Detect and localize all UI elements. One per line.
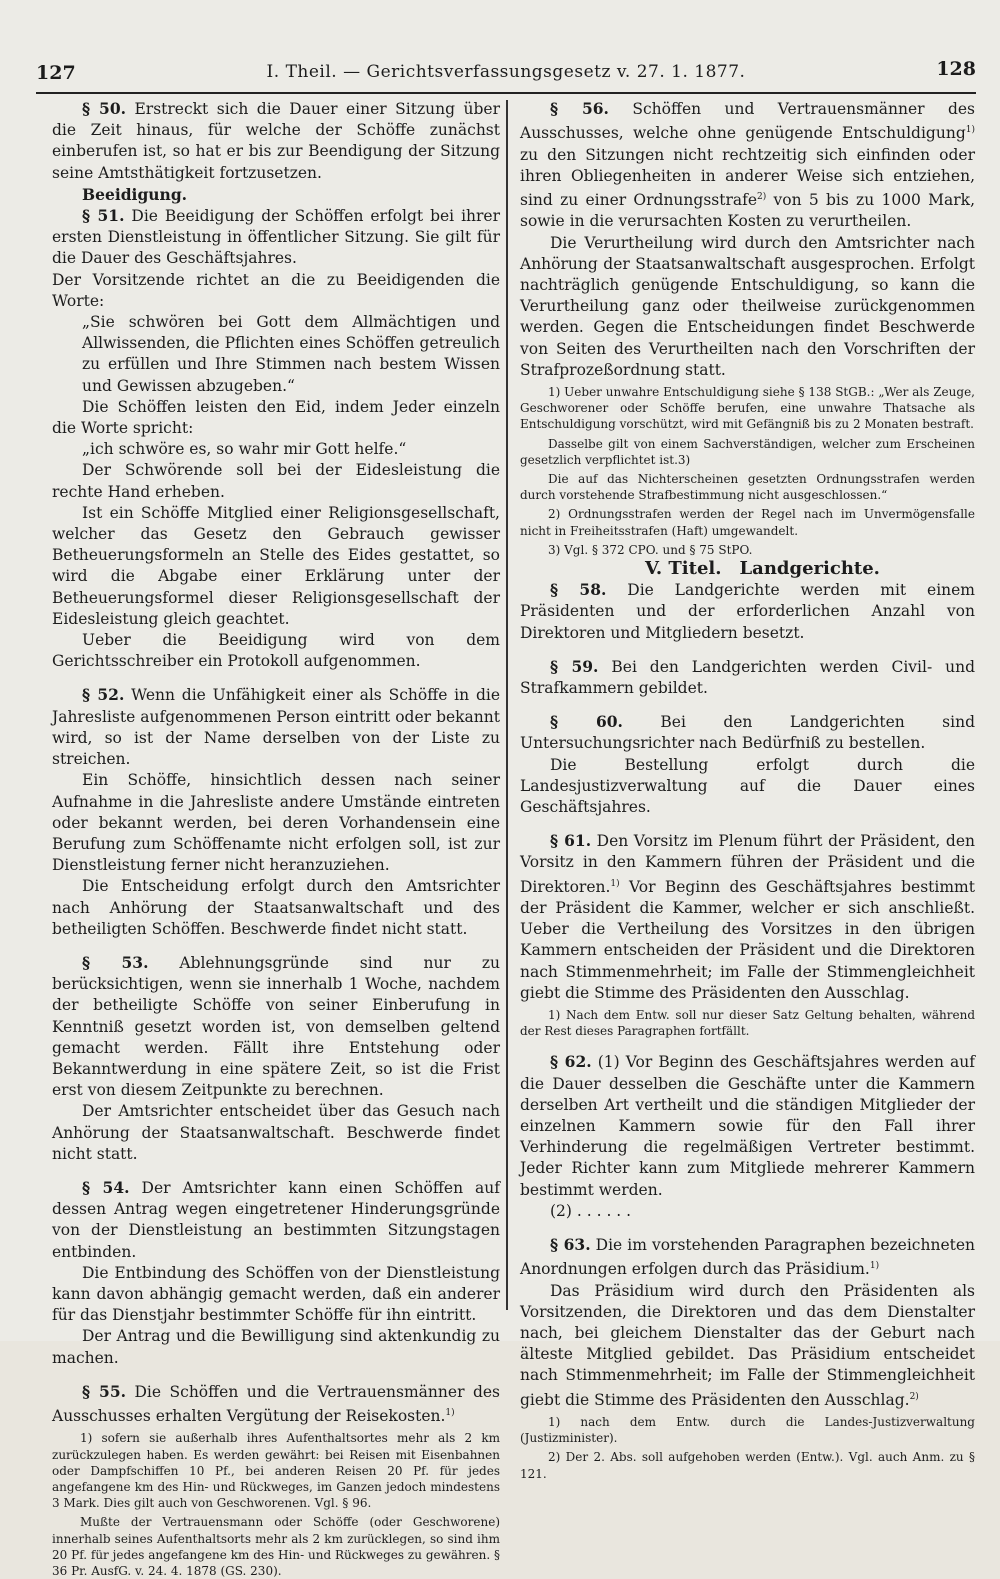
- section-55: [52, 1381, 500, 1428]
- footnote: Die auf das Nichterscheinen gesetzten Ordnungsstrafen werden durch vorstehende Strafbestimmung nicht ausgeschlossen.“: [520, 471, 975, 503]
- section-number: § 62.: [550, 1052, 592, 1072]
- paragraph: Ueber die Beeidigung wird von dem Gerichtsschreiber ein Protokoll aufgenommen.: [52, 631, 500, 671]
- section-text: Wenn die Unfähigkeit einer als Schöffe in die Jahresliste aufgenommenen Person eintritt oder bekannt wird, so ist der Name derselben von der Liste zu streichen.: [52, 686, 500, 769]
- footnote: 1) nach dem Entw. durch die Landes-Justizverwaltung (Justizminister).: [520, 1414, 975, 1446]
- paragraph: Der Vorsitzende richtet an die zu Beeidigenden die Worte:: [52, 270, 500, 310]
- header-title: I. Theil. — Gerichtsverfassungsgesetz v. 27. 1. 1877.: [266, 62, 746, 82]
- oath-formula: „Sie schwören bei Gott dem Allmächtigen und Allwissenden, die Pflichten eines Schöffen getreulich zu erfüllen und Ihre Stimmen nach bestem Wissen und Gewissen abzugeben.“: [82, 313, 500, 395]
- title-number: V. Titel.: [645, 557, 722, 579]
- omitted-paragraph: (2) . . . . . .: [550, 1201, 632, 1220]
- section-58: [520, 579, 975, 644]
- paragraph: Die Entscheidung erfolgt durch den Amtsrichter nach Anhörung der Staatsanwaltschaft und des betheiligten Schöffen. Beschwerde findet nicht statt.: [52, 877, 500, 938]
- footnote: 1) Ueber unwahre Entschuldigung siehe § 138 StGB.: „Wer als Zeuge, Geschworener oder Schöffe berufen, eine unwahre Thatsache als Entschuldigung vorschützt, wird mit Gefängniß bis zu 2 Monaten bestraft.: [520, 384, 975, 432]
- section-text: Die Landgerichte werden mit einem Präsidenten und der erforderlichen Anzahl von Direktoren und Mitgliedern besetzt.: [520, 581, 975, 642]
- footnote-ref: 1): [869, 1261, 880, 1272]
- section-text: (1) Vor Beginn des Geschäftsjahres werden auf die Dauer desselben die Geschäfte unter die Kammern derselben Art vertheilt und die ständigen Mitglieder der einzelnen Kammern sowie für den Fall ihrer Verhinderung die regelmäßigen Vertreter bestimmt. Jeder Richter kann zum Mitgliede mehrerer Kammern bestimmt werden.: [520, 1053, 975, 1199]
- paragraph: [520, 1281, 975, 1411]
- footnote: 3) Vgl. § 372 CPO. und § 75 StPO.: [548, 542, 753, 557]
- section-63: [520, 1234, 975, 1281]
- section-text: Die Beeidigung der Schöffen erfolgt bei ihrer ersten Dienstleistung in öffentlicher Sitzung. Sie gilt für die Dauer des Geschäftsjahres.: [52, 207, 500, 268]
- section-number: § 60.: [550, 712, 623, 732]
- section-text: von 5 bis zu 1000 Mark, sowie in die verursachten Kosten zu verurtheilen.: [520, 191, 975, 231]
- page-number-right: 128: [936, 58, 976, 80]
- section-text: Die Schöffen und die Vertrauensmänner des Ausschusses erhalten Vergütung der Reisekosten.: [52, 1382, 500, 1426]
- section-60: [520, 711, 975, 754]
- section-text: Bei den Landgerichten werden Civil- und Strafkammern gebildet.: [520, 657, 975, 697]
- paragraph: Der Schwörende soll bei der Eidesleistung die rechte Hand erheben.: [52, 461, 500, 501]
- section-53: [52, 952, 500, 1101]
- paragraph-text: Das Präsidium wird durch den Präsidenten als Vorsitzenden, die Direktoren und das dem Dienstalter nach, bei gleichem Dienstalter das der Geburt nach älteste Mitglied gebildet. Das Präsidium entscheidet nach Stimmenmehrheit; im Falle der Stimmengleichheit giebt die Stimme des Präsidenten den Ausschlag.: [520, 1281, 975, 1409]
- section-text: Der Amtsrichter kann einen Schöffen auf dessen Antrag wegen eingetretener Hinderungsgründe von der Dienstleistung an bestimmten Sitzungstagen entbinden.: [52, 1178, 501, 1261]
- paragraph: Die Entbindung des Schöffen von der Dienstleistung kann davon abhängig gemacht werden, daß ein anderer für das Dienstjahr bestimmter Schöffe für ihn eintritt.: [52, 1263, 500, 1325]
- section-text: zu den Sitzungen nicht rechtzeitig sich einfinden oder ihren Obliegenheiten in anderer Weise sich entziehen, sind zu einer Ordnungsstrafe: [520, 145, 975, 210]
- footnote-ref: 2): [757, 191, 767, 202]
- section-text: Bei den Landgerichten sind Untersuchungsrichter nach Bedürfniß zu bestellen.: [520, 713, 975, 753]
- heading-beeidigung: Beeidigung.: [82, 184, 188, 204]
- footnote: Mußte der Vertrauensmann oder Schöffe (oder Geschworene) innerhalb seines Aufenthaltsorts mehr als 2 km zurücklegen, so sind ihm 20 Pf. für jedes angefangene km des Hin- und Rückweges zu gewähren. § 36 Pr. AusfG. v. 24. 4. 1878 (GS. 230).: [52, 1515, 500, 1578]
- footnote: 1) Nach dem Entw. soll nur dieser Satz Geltung behalten, während der Rest dieses Paragraphen fortfällt.: [520, 1008, 975, 1039]
- section-number: § 56.: [550, 99, 609, 118]
- page-number-left: 127: [36, 62, 76, 84]
- title-name: Landgerichte.: [739, 557, 880, 579]
- section-56: [520, 98, 975, 233]
- section-number: § 53.: [82, 952, 149, 972]
- paragraph: Ein Schöffe, hinsichtlich dessen nach seiner Aufnahme in die Jahresliste andere Umstände eintreten oder bekannt werden, bei deren Vorhandensein eine Berufung zum Schöffenamte nicht erfolgen soll, ist zur Dienstleistung ferner nicht heranzuziehen.: [52, 771, 500, 875]
- footnote: 2) Ordnungsstrafen werden der Regel nach im Unvermögensfalle nicht in Freiheitsstrafen (Haft) umgewandelt.: [520, 507, 975, 538]
- section-number: § 55.: [82, 1381, 127, 1401]
- paragraph: Der Antrag und die Bewilligung sind aktenkundig zu machen.: [52, 1327, 500, 1367]
- section-number: § 52.: [82, 685, 125, 705]
- footnote-ref: 1): [610, 878, 620, 889]
- title-heading: [520, 558, 975, 579]
- section-62: [520, 1051, 975, 1200]
- section-number: § 63.: [550, 1235, 591, 1255]
- section-59: [520, 656, 975, 699]
- left-column: [52, 98, 500, 1579]
- paragraph: Der Amtsrichter entscheidet über das Gesuch nach Anhörung der Staatsanwaltschaft. Beschwerde findet nicht statt.: [52, 1102, 500, 1163]
- footnote: 2) Der 2. Abs. soll aufgehoben werden (Entw.). Vgl. auch Anm. zu § 121.: [520, 1450, 975, 1481]
- footnote: 1) sofern sie außerhalb ihres Aufenthaltsortes mehr als 2 km zurückzulegen haben. Es werden gewährt: bei Reisen mit Eisenbahnen oder Dampfschiffen 10 Pf., bei anderen Reisen 20 Pf. für jedes angefangene km des Hin- und Rückweges, im Ganzen jedoch mindestens 3 Mark. Dies gilt auch von Geschworenen. Vgl. § 96.: [52, 1431, 500, 1511]
- section-text: Die im vorstehenden Paragraphen bezeichneten Anordnungen erfolgen durch das Präsidium.: [520, 1236, 975, 1279]
- section-number: § 50.: [82, 99, 127, 118]
- section-number: § 59.: [550, 656, 599, 676]
- footnote-ref: 2): [909, 1391, 919, 1402]
- paragraph: Die Verurtheilung wird durch den Amtsrichter nach Anhörung der Staatsanwaltschaft ausgesprochen. Erfolgt nachträglich genügende Entschuldigung, so kann die Verurtheilung ganz oder theilweise zurückgenommen werden. Gegen die Entscheidungen findet Beschwerde von Seiten des Verurtheilten nach den Vorschriften der Strafprozeßordnung statt.: [520, 233, 975, 379]
- footnote: Dasselbe gilt von einem Sachverständigen, welcher zum Erscheinen gesetzlich verpflichtet ist.3): [520, 436, 975, 467]
- footnote-ref: 1): [445, 1407, 455, 1418]
- column-divider: [506, 100, 508, 1310]
- section-text: Erstreckt sich die Dauer einer Sitzung über die Zeit hinaus, für welche der Schöffe zunächst einberufen ist, so hat er bis zur Beendigung der Sitzung seine Amtsthätigkeit fortzusetzen.: [52, 100, 500, 182]
- section-51: [52, 205, 500, 270]
- section-number: § 58.: [550, 580, 607, 600]
- paragraph: Ist ein Schöffe Mitglied einer Religionsgesellschaft, welcher das Gesetz den Gebrauch gewisser Betheuerungsformeln an Stelle des Eides gestattet, so wird die Abgabe einer Erklärung unter der Betheuerungsformel dieser Religionsgesellschaft der Eidesleistung gleich geachtet.: [52, 503, 500, 628]
- section-text: Vor Beginn des Geschäftsjahres bestimmt der Präsident die Kammer, welcher er sich anschließt. Ueber die Vertheilung des Vorsitzes in den übrigen Kammern entscheiden der Präsident und die Direktoren nach Stimmenmehrheit; im Falle der Stimmengleichheit giebt die Stimme des Präsidenten den Ausschlag.: [520, 877, 975, 1002]
- section-54: [52, 1177, 500, 1263]
- section-52: [52, 684, 500, 770]
- oath-words: „ich schwöre es, so wahr mir Gott helfe.“: [82, 440, 407, 459]
- running-header: [36, 58, 976, 94]
- section-text: Ablehnungsgründe sind nur zu berücksichtigen, wenn sie innerhalb 1 Woche, nachdem der betheiligte Schöffe von seiner Einberufung in Kenntniß gesetzt worden ist, von demselben geltend gemacht werden. Fällt ihre Entstehung oder Bekanntwerdung in eine spätere Zeit, so ist die Frist erst von diesem Zeitpunkte zu berechnen.: [52, 953, 500, 1100]
- footnote-ref: 1): [965, 125, 975, 136]
- section-number: § 54.: [82, 1177, 130, 1197]
- section-text: Schöffen und Vertrauensmänner des Ausschusses, welche ohne genügende Entschuldigung: [520, 100, 976, 143]
- right-column: [520, 98, 975, 1482]
- section-number: § 61.: [550, 831, 592, 851]
- section-50: [52, 98, 500, 184]
- paragraph: Die Schöffen leisten den Eid, indem Jeder einzeln die Worte spricht:: [52, 397, 500, 438]
- section-number: § 51.: [82, 206, 125, 226]
- paragraph: Die Bestellung erfolgt durch die Landesjustizverwaltung auf die Dauer eines Geschäftsjahres.: [520, 755, 975, 817]
- section-text: Den Vorsitz im Plenum führt der Präsident, den Vorsitz in den Kammern führen der Präsident und die Direktoren.: [520, 832, 975, 896]
- section-61: [520, 830, 975, 1004]
